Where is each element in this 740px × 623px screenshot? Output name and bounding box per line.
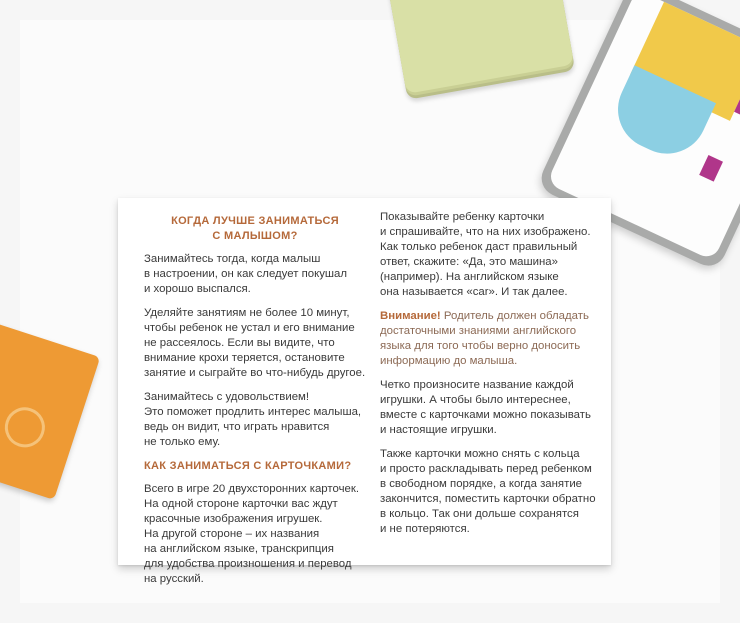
paragraph: Также карточки можно снять с кольца и просто раскладывать перед ребенком в свободном порядке, а когда занятие закончится, поместить карточки обратно в кольцо. Так они дольше сохранятся и не потеряются.: [380, 448, 596, 535]
box-emblem-icon: [0, 402, 50, 452]
paragraph: Показывайте ребенку карточки и спрашивайте, что на них изображено. Как только ребенок даст правильный ответ, скажите: «Да, это машина» (например). На английском языке она называется «car». И так далее.: [380, 211, 591, 298]
magenta-shape: [699, 155, 723, 182]
instruction-card: [118, 198, 611, 585]
left-column: [144, 214, 366, 596]
heading-when: КОГДА ЛУЧШЕ ЗАНИМАТЬСЯ С МАЛЫШОМ?: [171, 215, 339, 242]
warning-text: Родитель должен обладать достаточными знаниями английского языка для того чтобы верно доносить информацию до малыша.: [380, 310, 589, 367]
right-column: [380, 210, 602, 546]
paragraph: Всего в игре 20 двухсторонних карточек. На одной стороне карточки вас ждут красочные изображения игрушек. На другой стороне – их названия на английском языке, транскрипция для удобства произношения и перевод на русский.: [144, 483, 359, 585]
heading-how: КАК ЗАНИМАТЬСЯ С КАРТОЧКАМИ?: [144, 460, 352, 472]
paragraph: Занимайтесь тогда, когда малыш в настроении, он как следует покушал и хорошо выспался.: [144, 253, 348, 295]
paragraph: Четко произносите название каждой игрушки. А чтобы было интереснее, вместе с карточками можно показывать и настоящие игрушки.: [380, 379, 591, 436]
paragraph: Уделяйте занятиям не более 10 минут, чтобы ребенок не устал и его внимание не рассеялось. Если вы видите, что внимание крохи теряется, остановите занятие и сыграйте во что-нибудь другое.: [144, 307, 366, 379]
warning-label: Внимание!: [380, 310, 441, 322]
warning-paragraph: [380, 309, 602, 369]
paragraph: Занимайтесь с удовольствием! Это поможет продлить интерес малыша, ведь он видит, что играть нравится не только ему.: [144, 391, 362, 448]
